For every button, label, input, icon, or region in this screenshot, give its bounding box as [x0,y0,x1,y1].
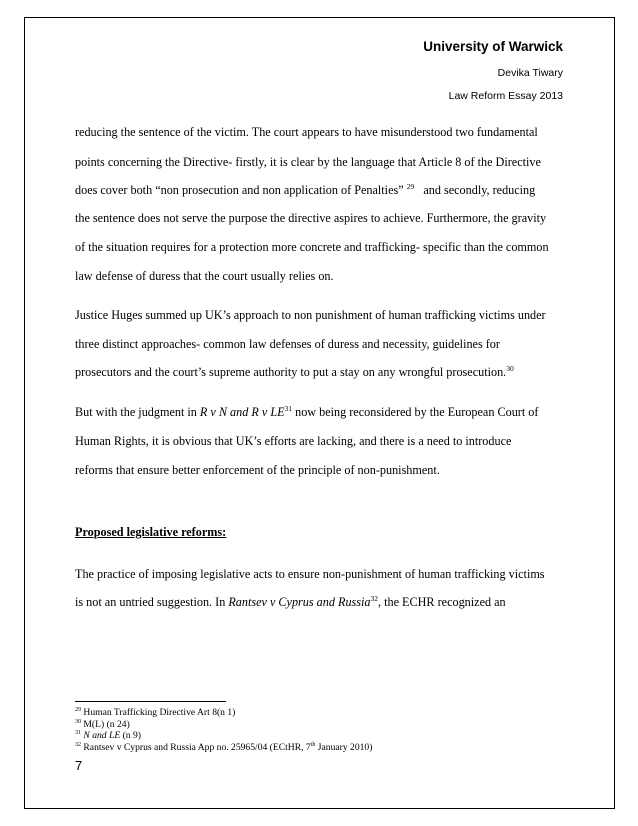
footnote-31 [75,730,372,742]
para3-line1-text-end: now being reconsidered by the European Court of [292,405,539,419]
footnote-text: (n 9) [120,730,141,741]
para1-line1: reducing the sentence of the victim. The court appears to have misunderstood two fundamental [75,125,538,139]
para3-line1 [75,405,538,420]
para3-line3: reforms that ensure better enforcement of the principle of non-punishment. [75,463,440,477]
para4-line2-text-end: , the ECHR recognized an [378,595,506,609]
footnote-separator [75,701,226,702]
footnote-number: 32 [75,741,81,748]
para1-line6: law defense of duress that the court usually relies on. [75,269,334,283]
para1-line4: the sentence does not serve the purpose the directive aspires to achieve. Furthermore, the gravity [75,211,547,225]
footnote-ref-32: 32 [370,594,379,603]
footnote-text-end: January 2010) [315,741,373,753]
header-author: Devika Tiwary [497,67,563,79]
para1-line3-text-end: and secondly, reducing [423,183,536,197]
para1-line3 [75,183,535,198]
para2-line3-text: prosecutors and the court’s supreme authority to put a stay on any wrongful prosecution. [75,365,507,379]
footnote-29 [75,707,372,719]
para2-line1: Justice Huges summed up UK’s approach to non punishment of human trafficking victims under [75,308,546,322]
footnote-text: Rantsev v Cyprus and Russia App no. 25965/04 (ECtHR, 7 [83,741,311,753]
para1-line5: of the situation requires for a protection more concrete and trafficking- specific than the common [75,240,549,254]
case-name-r-v-n: R v N and R v LE [199,405,285,419]
footnote-number: 29 [75,707,81,713]
footnote-32 [75,742,372,754]
para4-line2-text: is not an untried suggestion. In [75,595,229,609]
case-name-rantsev: Rantsev v Cyprus and Russia [228,595,371,609]
footnote-case-name: N and LE [83,730,121,741]
footnote-ref-31: 31 [284,404,293,413]
footnote-ordinal: th [310,741,316,748]
para2-line2: three distinct approaches- common law defenses of duress and necessity, guidelines for [75,337,500,351]
para1-line3-text: does cover both “non prosecution and non application of Penalties” [75,183,404,197]
footnote-text: Human Trafficking Directive Art 8(n 1) [83,707,236,718]
footnote-number: 31 [75,730,81,736]
footnote-number: 30 [75,718,81,725]
para4-line1: The practice of imposing legislative acts to ensure non-punishment of human trafficking victims [75,567,545,581]
para1-line2: points concerning the Directive- firstly, it is clear by the language that Article 8 of the Directive [75,155,541,169]
footnote-30 [75,719,372,731]
para4-line2 [75,595,506,610]
para2-line3 [75,365,514,380]
para3-line1-text: But with the judgment in [75,405,200,419]
para3-line2: Human Rights, it is obvious that UK’s efforts are lacking, and there is a need to introduce [75,434,512,448]
page-number: 7 [75,758,83,773]
header-essay-title: Law Reform Essay 2013 [448,90,563,102]
header-university: University of Warwick [423,39,563,54]
footnote-ref-29: 29 [406,182,415,191]
footnote-ref-30: 30 [506,364,514,373]
section-heading: Proposed legislative reforms: [75,525,227,539]
footnotes [75,707,372,753]
footnote-text: M(L) (n 24) [83,718,130,730]
